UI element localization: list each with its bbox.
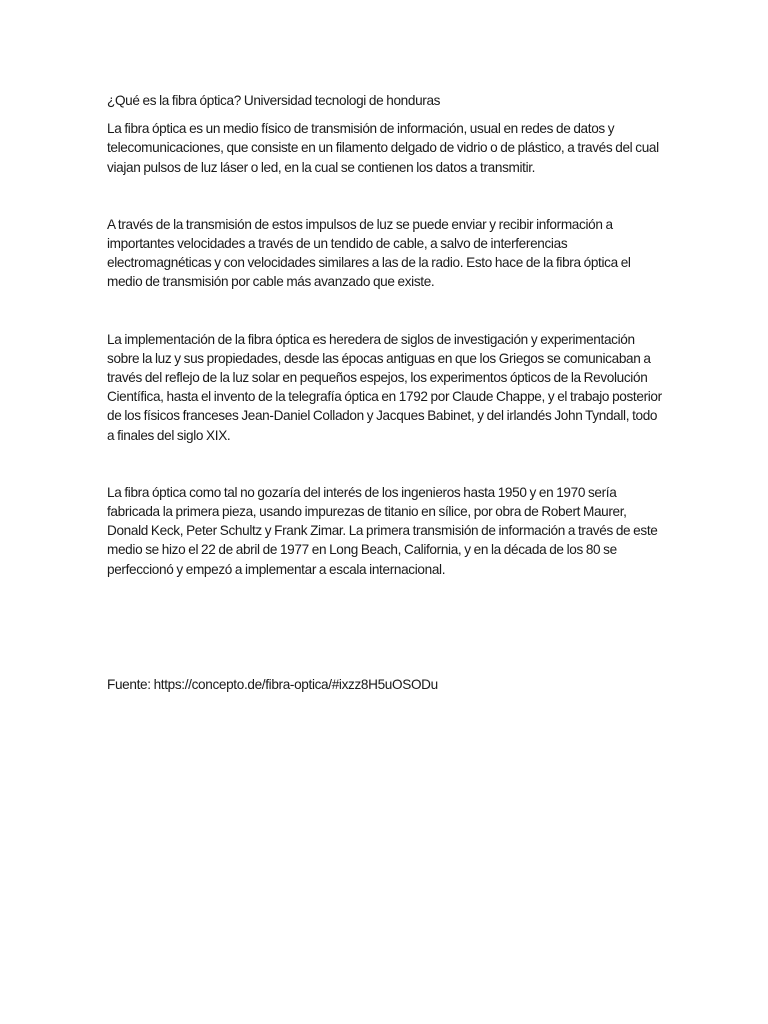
document-title: ¿Qué es la fibra óptica? Universidad tecnologi de honduras — [107, 93, 441, 108]
paragraph-history: La implementación de la fibra óptica es heredera de siglos de investigación y experimentación sobre la luz y sus propiedades, desde las épocas antiguas en que los Griegos se comunicaban a través del reflejo de la luz solar en pequeños espejos, los experimentos ópticos de la Revolución Científica, hasta el invento de la telegrafía óptica en 1792 por Claude Chappe, y el trabajo posterior de los físicos franceses Jean-Daniel Colladon y Jacques Babinet, y del irlandés John Tyndall, todo a finales del siglo XIX. — [107, 331, 662, 443]
paragraph-transmission: A través de la transmisión de estos impulsos de luz se puede enviar y recibir información a importantes velocidades a través de un tendido de cable, a salvo de interferencias electromagnéticas y con velocidades similares a las de la radio. Esto hace de la fibra óptica el medio de transmisión por cable más avanzado que existe. — [107, 216, 631, 290]
document-body — [107, 91, 667, 694]
source-citation: Fuente: https://concepto.de/fibra-optica/#ixzz8H5uOSODu — [107, 676, 438, 692]
paragraph-development: La fibra óptica como tal no gozaría del interés de los ingenieros hasta 1950 y en 1970 sería fabricada la primera pieza, usando impurezas de titanio en sílice, por obra de Robert Maurer, Donald Keck, Peter Schultz y Frank Zimar. La primera transmisión de información a través de este medio se hizo el 22 de abril de 1977 en Long Beach, California, y en la década de los 80 se perfeccionó y empezó a implementar a escala internacional. — [107, 484, 658, 577]
paragraph-definition: La fibra óptica es un medio físico de transmisión de información, usual en redes de datos y telecomunicaciones, que consiste en un filamento delgado de vidrio o de plástico, a través del cual viajan pulsos de luz láser o led, en la cual se contienen los datos a transmitir. — [107, 121, 659, 175]
